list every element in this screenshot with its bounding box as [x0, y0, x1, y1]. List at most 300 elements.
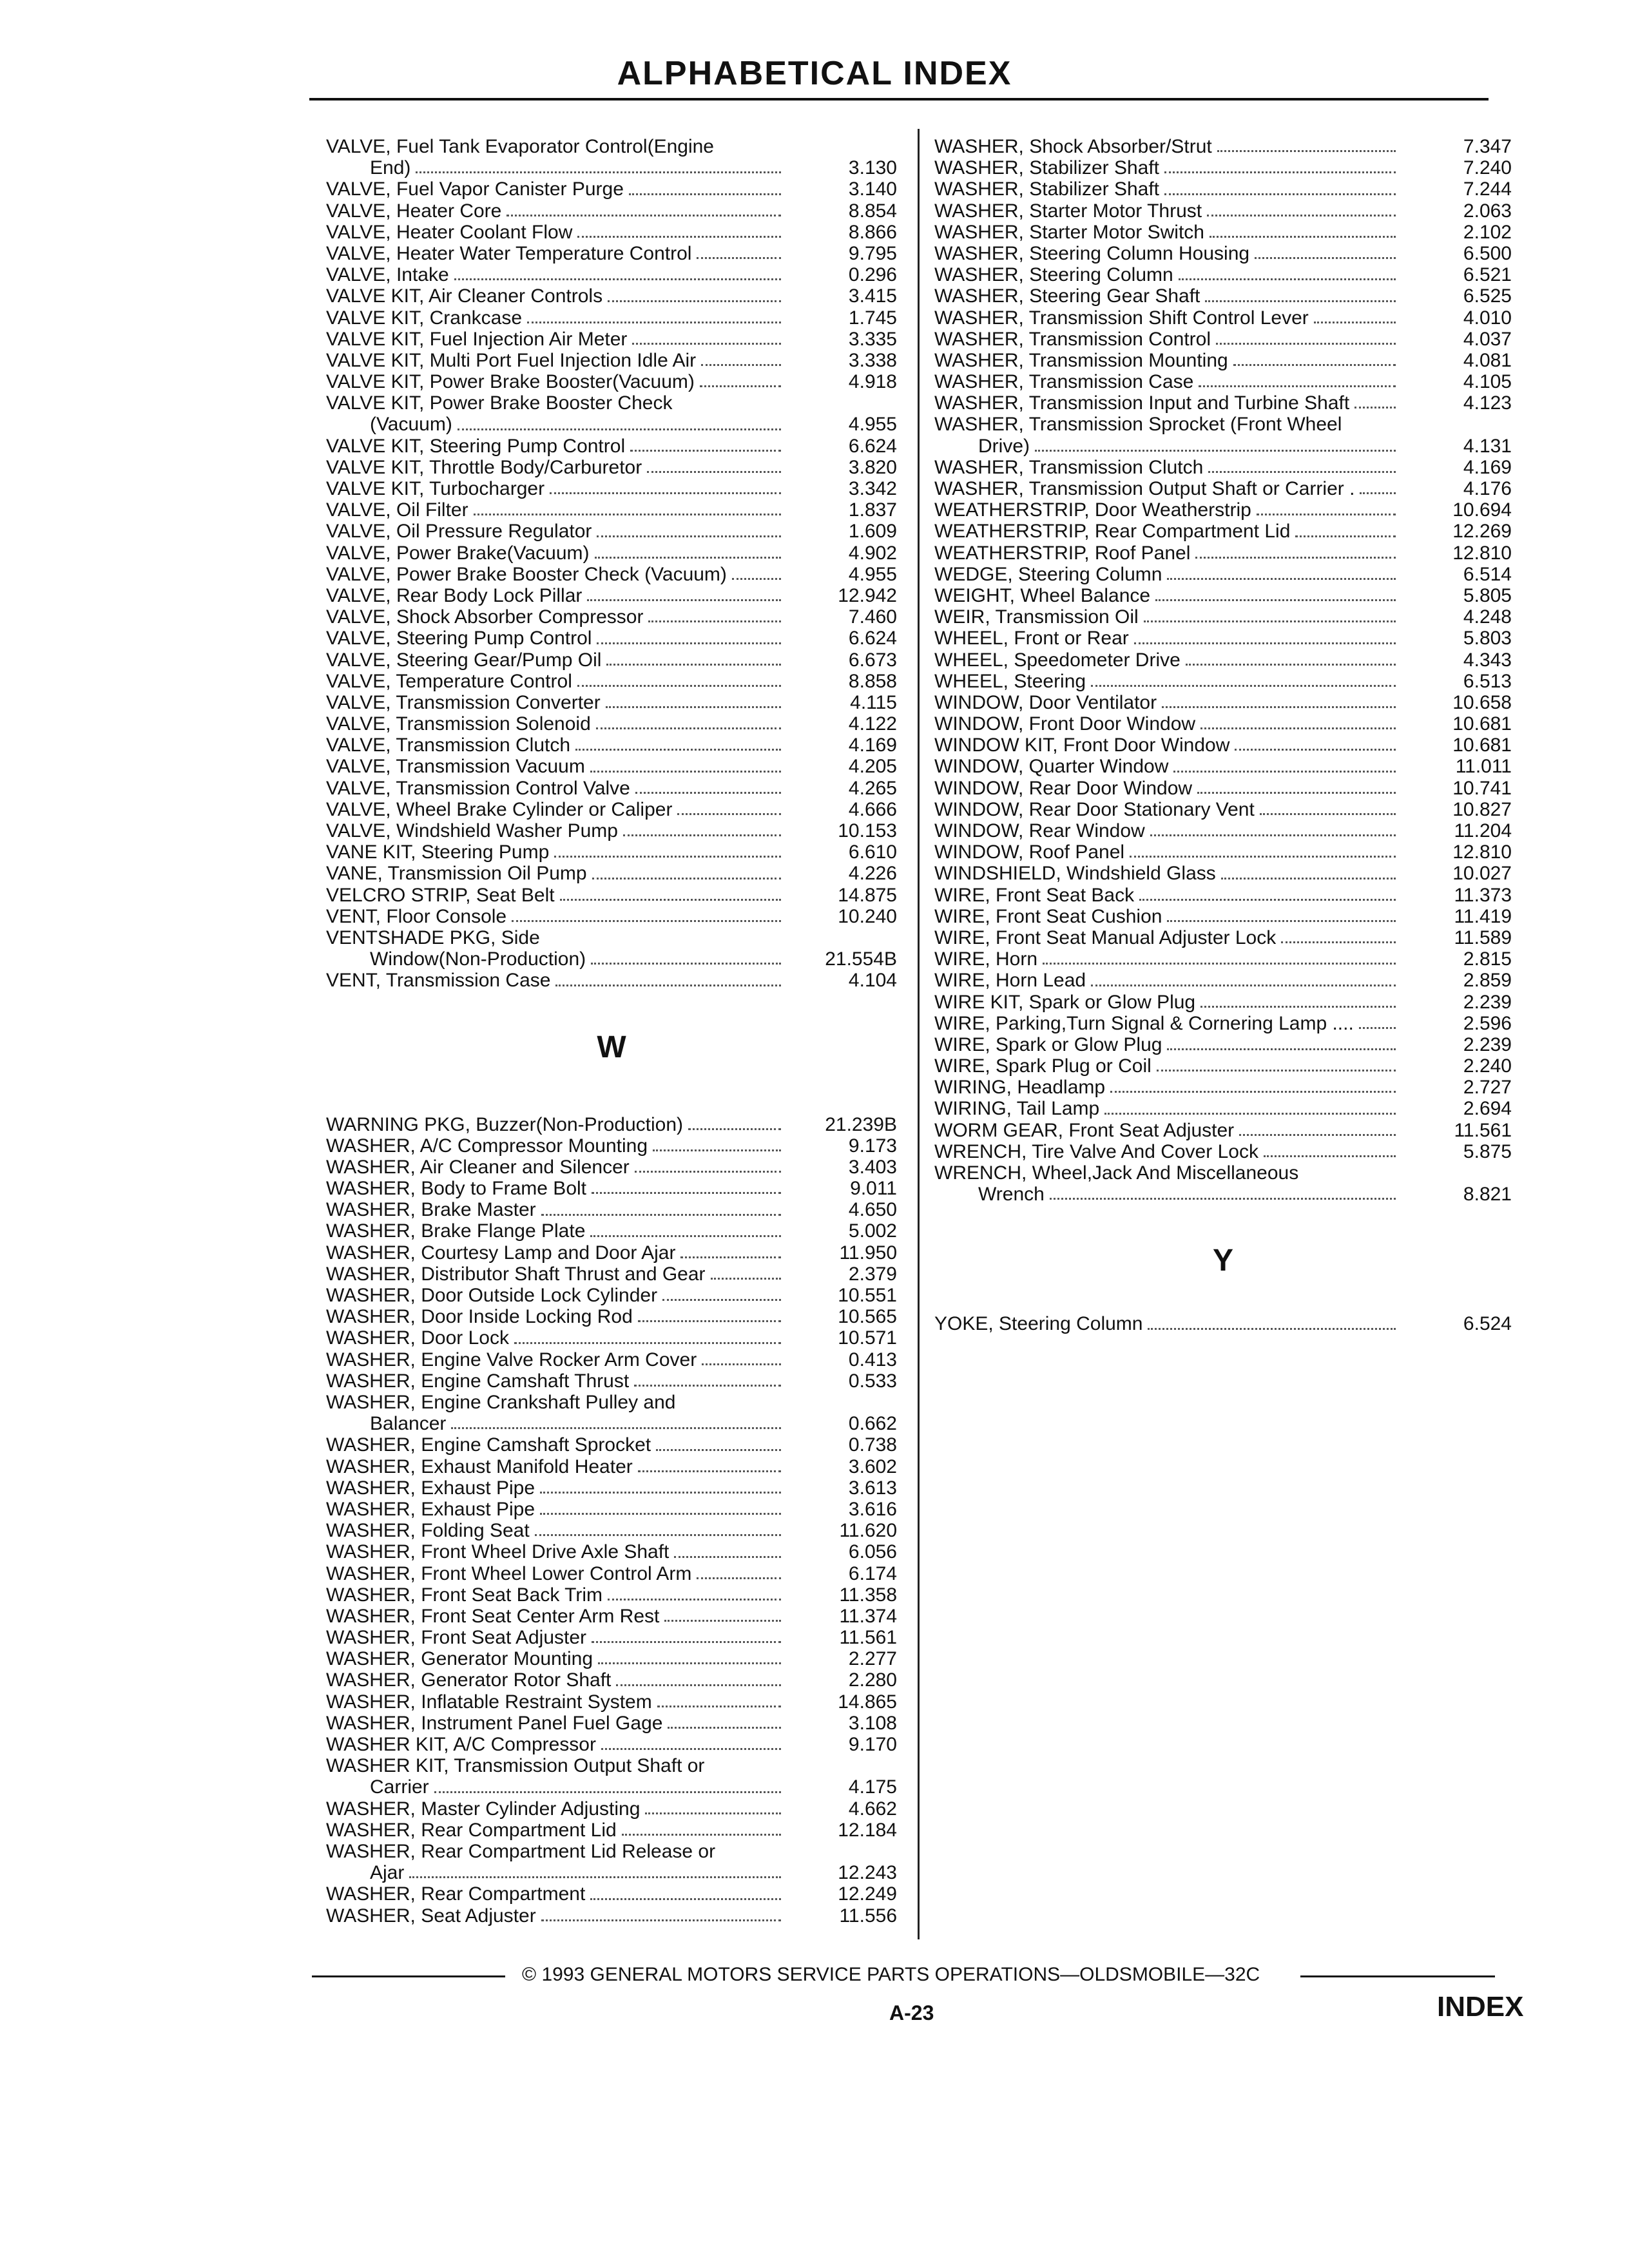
index-entry [934, 1162, 1512, 1205]
entry-label: WASHER, Courtesy Lamp and Door Ajar [326, 1242, 676, 1264]
leader-dots [1167, 918, 1396, 922]
entry-page-ref: 11.419 [1454, 905, 1512, 927]
entry-page-ref: 2.859 [1463, 970, 1512, 992]
entry-label: Carrier [370, 1776, 429, 1798]
leader-dots [1130, 853, 1396, 858]
leader-dots [664, 1617, 781, 1622]
leader-dots [697, 255, 781, 259]
index-entry [326, 585, 897, 606]
index-entry [326, 243, 897, 264]
leader-dots [1035, 447, 1396, 452]
entry-page-ref: 6.624 [848, 628, 897, 649]
entry-label-line1: WASHER, Rear Compartment Lid Release or [326, 1840, 716, 1862]
entry-page-ref: 3.403 [848, 1156, 897, 1178]
entry-page-ref: 11.374 [839, 1605, 897, 1627]
entry-label: WIRE, Horn Lead [934, 970, 1086, 992]
leader-dots [577, 682, 781, 687]
entry-page-ref: 4.666 [848, 798, 897, 820]
entry-label: WIRE, Front Seat Back [934, 884, 1135, 906]
page-title: ALPHABETICAL INDEX [617, 55, 1012, 92]
entry-label: WINDOW, Front Door Window [934, 713, 1196, 735]
entry-label: WASHER, Shock Absorber/Strut [934, 136, 1212, 157]
index-entry [934, 329, 1512, 350]
entry-page-ref: 4.175 [848, 1776, 897, 1798]
leader-dots [597, 533, 781, 537]
index-entry [934, 992, 1512, 1013]
entry-page-ref: 2.277 [848, 1648, 897, 1670]
entry-label: VALVE, Transmission Solenoid [326, 713, 591, 735]
index-entry [326, 735, 897, 756]
entry-page-ref: 12.942 [838, 584, 897, 606]
entry-label-line1: WASHER, Transmission Sprocket (Front Wheel [934, 414, 1342, 436]
entry-label: WASHER, Door Lock [326, 1327, 509, 1349]
index-entry [326, 885, 897, 906]
entry-page-ref: 11.950 [839, 1242, 897, 1264]
leader-dots [540, 1510, 781, 1515]
entry-label: WIRE, Horn [934, 948, 1038, 970]
entry-page-ref: 21.239B [825, 1113, 897, 1135]
leader-dots [1295, 533, 1396, 537]
entry-label: WASHER, Door Inside Locking Rod [326, 1306, 633, 1328]
index-entry [326, 178, 897, 200]
entry-page-ref: 9.173 [848, 1135, 897, 1157]
entry-label: VANE KIT, Steering Pump [326, 841, 550, 863]
entry-label: WASHER, Transmission Clutch [934, 456, 1204, 478]
leader-dots [638, 1318, 781, 1322]
entry-label: VALVE, Transmission Control Valve [326, 777, 630, 799]
leader-dots [1134, 640, 1396, 644]
index-entry [326, 649, 897, 671]
index-entry [934, 628, 1512, 649]
section-letter-w: W [597, 1030, 626, 1064]
index-entry [934, 1098, 1512, 1119]
index-entry [326, 1563, 897, 1584]
leader-dots [590, 1233, 781, 1237]
entry-page-ref: 7.460 [848, 606, 897, 628]
entry-label: VALVE, Intake [326, 264, 449, 286]
index-entry [934, 1013, 1512, 1034]
entry-label: VALVE, Power Brake Booster Check (Vacuum) [326, 563, 727, 585]
index-entry [326, 307, 897, 329]
index-entry [934, 756, 1512, 777]
leader-dots [634, 1382, 781, 1387]
entry-page-ref: 21.554B [825, 948, 897, 970]
index-entry [934, 285, 1512, 307]
entry-label: WASHER, A/C Compressor Mounting [326, 1135, 648, 1157]
leader-dots [451, 1425, 781, 1429]
entry-label: WASHER, Seat Adjuster [326, 1905, 536, 1927]
leader-dots [1155, 597, 1396, 601]
index-entry [326, 1157, 897, 1178]
leader-dots [1162, 704, 1396, 708]
leader-dots [1255, 255, 1396, 259]
index-entry [326, 200, 897, 222]
entry-label: WASHER, Engine Camshaft Thrust [326, 1370, 630, 1392]
entry-label: WASHER, Body to Frame Bolt [326, 1178, 587, 1200]
entry-page-ref: 4.205 [848, 756, 897, 778]
leader-dots [587, 597, 781, 601]
leader-dots [1186, 661, 1396, 666]
entry-page-ref: 2.239 [1463, 1033, 1512, 1055]
leader-dots [1354, 404, 1396, 408]
leader-dots [1091, 682, 1396, 687]
entry-label: WASHER, Front Seat Back Trim [326, 1584, 602, 1606]
section-letter-y: Y [1212, 1244, 1233, 1278]
index-entry [326, 1755, 897, 1798]
entry-label: WASHER, Rear Compartment Lid [326, 1819, 617, 1841]
index-entry [934, 457, 1512, 478]
index-entry [934, 414, 1512, 456]
entry-page-ref: 5.803 [1463, 628, 1512, 649]
entry-page-ref: 8.854 [848, 200, 897, 222]
entry-label: WASHER, Exhaust Pipe [326, 1477, 535, 1499]
index-entry [934, 863, 1512, 884]
leader-dots [647, 468, 781, 473]
index-entry [326, 756, 897, 777]
leader-dots [416, 169, 781, 173]
entry-label: VALVE KIT, Multi Port Fuel Injection Idle Air [326, 349, 697, 371]
entry-page-ref: 5.805 [1463, 584, 1512, 606]
entry-page-ref: 3.335 [848, 328, 897, 350]
column-divider [918, 129, 920, 1939]
entry-page-ref: 2.239 [1463, 991, 1512, 1013]
leader-dots [1150, 832, 1396, 836]
entry-label: WIRE, Parking,Turn Signal & Cornering Lamp .... [934, 1012, 1354, 1034]
index-entry [326, 457, 897, 478]
entry-label: VALVE, Temperature Control [326, 670, 572, 692]
index-entry [934, 1120, 1512, 1141]
leader-dots [596, 725, 781, 729]
index-entry [934, 649, 1512, 671]
leader-dots [506, 212, 781, 216]
index-entry [326, 350, 897, 371]
entry-page-ref: 2.815 [1463, 948, 1512, 970]
leader-dots [1167, 1046, 1396, 1050]
entry-page-ref: 12.810 [1452, 841, 1512, 863]
entry-label: VALVE KIT, Power Brake Booster(Vacuum) [326, 371, 695, 393]
leader-dots [677, 811, 781, 815]
entry-page-ref: 8.821 [1463, 1184, 1512, 1206]
entry-page-ref: 10.240 [838, 905, 897, 927]
v-entries-list [326, 136, 897, 992]
index-entry [326, 564, 897, 585]
entry-label: VALVE, Steering Pump Control [326, 628, 592, 649]
entry-label: WEIR, Transmission Oil [934, 606, 1139, 628]
entry-page-ref: 3.613 [848, 1477, 897, 1499]
index-entry [326, 778, 897, 799]
entry-label: WIRING, Headlamp [934, 1077, 1106, 1099]
entry-page-ref: 4.650 [848, 1199, 897, 1221]
index-entry [326, 1820, 897, 1841]
leader-dots [1199, 383, 1396, 387]
entry-label: WASHER, Starter Motor Switch [934, 221, 1204, 243]
leader-dots [1314, 319, 1396, 323]
entry-label: WASHER, Steering Gear Shaft [934, 285, 1200, 307]
entry-page-ref: 1.837 [848, 499, 897, 521]
leader-dots [1239, 1131, 1396, 1136]
entry-page-ref: 10.694 [1452, 499, 1512, 521]
leader-dots [575, 746, 781, 751]
leader-dots [606, 704, 781, 708]
leader-dots [653, 1147, 781, 1151]
entry-label: VALVE KIT, Throttle Body/Carburetor [326, 456, 642, 478]
leader-dots [1207, 212, 1396, 216]
entry-label-line1: WRENCH, Wheel,Jack And Miscellaneous [934, 1162, 1299, 1184]
entry-page-ref: 10.827 [1452, 798, 1512, 820]
index-entry [934, 671, 1512, 692]
entry-page-ref: 4.955 [848, 563, 897, 585]
entry-label: WASHER, Air Cleaner and Silencer [326, 1156, 630, 1178]
index-entry [326, 863, 897, 884]
leader-dots [1195, 554, 1396, 559]
entry-label: WIRE, Front Seat Cushion [934, 905, 1162, 927]
index-entry [934, 1077, 1512, 1098]
index-entry [326, 628, 897, 649]
entry-label: VALVE KIT, Crankcase [326, 307, 523, 329]
entry-label: VALVE, Heater Coolant Flow [326, 221, 573, 243]
entry-page-ref: 12.249 [838, 1883, 897, 1905]
entry-page-ref: 1.609 [848, 521, 897, 543]
index-entry [326, 1734, 897, 1755]
entry-page-ref: 4.081 [1463, 349, 1512, 371]
leader-dots [638, 1468, 781, 1472]
entry-label: WINDOW, Roof Panel [934, 841, 1125, 863]
entry-label: VALVE, Transmission Vacuum [326, 756, 585, 778]
entry-page-ref: 3.130 [848, 157, 897, 179]
entry-label: VENT, Floor Console [326, 905, 507, 927]
entry-label: VALVE, Oil Filter [326, 499, 468, 521]
entry-label: WRENCH, Tire Valve And Cover Lock [934, 1140, 1258, 1162]
index-entry [934, 564, 1512, 585]
entry-label: WARNING PKG, Buzzer(Non-Production) [326, 1113, 684, 1135]
index-entry [326, 1178, 897, 1199]
entry-page-ref: 10.551 [838, 1285, 897, 1307]
entry-label: VALVE, Shock Absorber Compressor [326, 606, 644, 628]
leader-dots [590, 768, 781, 773]
entry-page-ref: 6.521 [1463, 264, 1512, 286]
y-entries-list [934, 1313, 1512, 1334]
index-entry [326, 1370, 897, 1392]
leader-dots [560, 896, 781, 901]
index-entry [326, 1199, 897, 1220]
leader-dots [1200, 1003, 1396, 1008]
leader-dots [662, 1296, 781, 1301]
index-entry [934, 799, 1512, 820]
entry-label: WEIGHT, Wheel Balance [934, 584, 1151, 606]
entry-page-ref: 7.244 [1463, 178, 1512, 200]
index-entry [326, 1242, 897, 1264]
entry-page-ref: 11.561 [1454, 1119, 1512, 1141]
entry-page-ref: 0.413 [848, 1349, 897, 1370]
leader-dots [541, 1211, 781, 1216]
entry-label: WASHER, Stabilizer Shaft [934, 157, 1159, 179]
right-column [934, 136, 1512, 1335]
index-entry [326, 799, 897, 820]
entry-label: VALVE, Oil Pressure Regulator [326, 521, 592, 543]
index-entry [934, 350, 1512, 371]
leader-dots [606, 661, 781, 666]
index-entry [326, 1264, 897, 1285]
entry-label: VALVE, Windshield Washer Pump [326, 820, 618, 842]
entry-label-line1: VENTSHADE PKG, Side [326, 927, 540, 948]
entry-page-ref: 4.902 [848, 542, 897, 564]
entry-page-ref: 14.865 [838, 1691, 897, 1713]
leader-dots [1360, 490, 1396, 494]
index-entry [326, 927, 897, 970]
index-entry [326, 1627, 897, 1648]
entry-page-ref: 3.108 [848, 1712, 897, 1734]
leader-dots [1208, 468, 1396, 473]
leader-dots [554, 853, 781, 858]
entry-page-ref: 11.561 [839, 1627, 897, 1649]
entry-page-ref: 4.176 [1463, 478, 1512, 500]
entry-page-ref: 6.174 [848, 1562, 897, 1584]
entry-label: WASHER, Steering Column [934, 264, 1173, 286]
index-entry [326, 1905, 897, 1927]
entry-page-ref: 11.358 [839, 1584, 897, 1606]
index-entry [326, 671, 897, 692]
entry-page-ref: 2.063 [1463, 200, 1512, 222]
leader-dots [1173, 768, 1396, 773]
entry-label: WINDOW, Rear Door Window [934, 777, 1193, 799]
entry-page-ref: 9.170 [848, 1734, 897, 1755]
index-entry [934, 371, 1512, 392]
header-rule [309, 98, 1489, 101]
entry-label: WASHER, Distributor Shaft Thrust and Gear [326, 1263, 706, 1285]
index-entry [934, 521, 1512, 542]
entry-page-ref: 6.610 [848, 841, 897, 863]
entry-page-ref: 8.866 [848, 221, 897, 243]
index-entry [326, 1713, 897, 1734]
entry-page-ref: 10.027 [1452, 863, 1512, 885]
entry-page-ref: 4.104 [848, 970, 897, 992]
index-entry [934, 585, 1512, 606]
index-entry [934, 948, 1512, 970]
entry-page-ref: 10.571 [838, 1327, 897, 1349]
leader-dots [645, 1810, 781, 1814]
entry-page-ref: 9.011 [850, 1178, 897, 1200]
leader-dots [623, 832, 781, 836]
leader-dots [409, 1874, 781, 1878]
entry-label-line1: VALVE KIT, Power Brake Booster Check [326, 392, 673, 414]
entry-page-ref: 9.795 [848, 242, 897, 264]
leader-dots [598, 1660, 781, 1664]
index-entry [326, 392, 897, 435]
leader-dots [622, 1831, 781, 1836]
entry-page-ref: 10.681 [1452, 713, 1512, 735]
index-entry [934, 1055, 1512, 1077]
index-entry [326, 1520, 897, 1541]
entry-label: WASHER, Starter Motor Thrust [934, 200, 1202, 222]
entry-label: VALVE, Wheel Brake Cylinder or Caliper [326, 798, 673, 820]
leader-dots [1139, 896, 1396, 901]
entry-page-ref: 6.524 [1463, 1313, 1512, 1335]
entry-page-ref: 2.694 [1463, 1098, 1512, 1120]
entry-label: VALVE, Transmission Clutch [326, 735, 571, 756]
entry-label: WASHER, Rear Compartment [326, 1883, 586, 1905]
entry-page-ref: 6.525 [1463, 285, 1512, 307]
index-entry [326, 692, 897, 713]
leader-dots [595, 554, 782, 559]
leader-dots [1050, 1195, 1396, 1200]
leader-dots [1104, 1110, 1396, 1115]
leader-dots [458, 426, 781, 430]
entry-page-ref: 6.513 [1463, 670, 1512, 692]
entry-label: WASHER, Transmission Output Shaft or Carrier . [934, 478, 1355, 500]
entry-page-ref: 4.918 [848, 371, 897, 393]
entry-page-ref: 4.037 [1463, 328, 1512, 350]
leader-dots [555, 982, 781, 986]
leader-dots [540, 1489, 781, 1494]
leader-dots [680, 1254, 781, 1258]
index-entry [934, 200, 1512, 222]
entry-page-ref: 4.226 [848, 863, 897, 885]
index-entry [934, 392, 1512, 414]
leader-dots [1260, 811, 1396, 815]
entry-label-line1: WASHER, Engine Crankshaft Pulley and [326, 1391, 676, 1413]
entry-page-ref: 4.169 [1463, 456, 1512, 478]
index-entry [934, 820, 1512, 841]
leader-dots [701, 361, 781, 366]
entry-label: WASHER, Master Cylinder Adjusting [326, 1798, 641, 1820]
leader-dots [608, 1596, 781, 1600]
index-entry [934, 1034, 1512, 1055]
entry-page-ref: 11.620 [839, 1520, 897, 1542]
index-entry [326, 1841, 897, 1883]
leader-dots [635, 789, 781, 794]
index-entry [326, 606, 897, 628]
leader-dots [535, 1532, 781, 1536]
entry-label: WINDOW, Door Ventilator [934, 691, 1157, 713]
index-entry [934, 1141, 1512, 1162]
leader-dots [648, 618, 781, 622]
leader-dots [657, 1703, 781, 1707]
leader-dots [1210, 233, 1396, 238]
entry-label: WASHER, Exhaust Pipe [326, 1498, 535, 1520]
entry-label: VALVE KIT, Fuel Injection Air Meter [326, 328, 628, 350]
leader-dots [1179, 276, 1396, 280]
w-entries-list [326, 1114, 897, 1927]
index-entry [934, 692, 1512, 713]
entry-page-ref: 3.338 [848, 349, 897, 371]
entry-label: WASHER, Steering Column Housing [934, 242, 1250, 264]
index-entry [934, 1313, 1512, 1334]
index-entry [934, 157, 1512, 178]
leader-dots [1197, 789, 1396, 794]
entry-label: VALVE KIT, Turbocharger [326, 478, 545, 500]
entry-label: WASHER, Transmission Input and Turbine Shaft [934, 392, 1350, 414]
entry-label: WASHER, Folding Seat [326, 1520, 530, 1542]
index-entry [326, 820, 897, 841]
leader-dots [1091, 982, 1396, 986]
leader-dots [1043, 960, 1396, 965]
entry-page-ref: 2.727 [1463, 1077, 1512, 1099]
leader-dots [1167, 575, 1396, 580]
index-entry [326, 970, 897, 991]
leader-dots [1264, 1153, 1396, 1157]
entry-page-ref: 10.658 [1452, 691, 1512, 713]
index-entry [326, 1456, 897, 1477]
entry-page-ref: 4.131 [1463, 435, 1512, 457]
entry-page-ref: 2.596 [1463, 1012, 1512, 1034]
entry-page-ref: 6.056 [848, 1541, 897, 1563]
entry-page-ref: 2.102 [1463, 221, 1512, 243]
leader-dots [632, 340, 781, 345]
entry-page-ref: 0.738 [848, 1434, 897, 1456]
index-entry [326, 371, 897, 392]
index-entry [326, 1499, 897, 1520]
leader-dots [1359, 1024, 1396, 1029]
